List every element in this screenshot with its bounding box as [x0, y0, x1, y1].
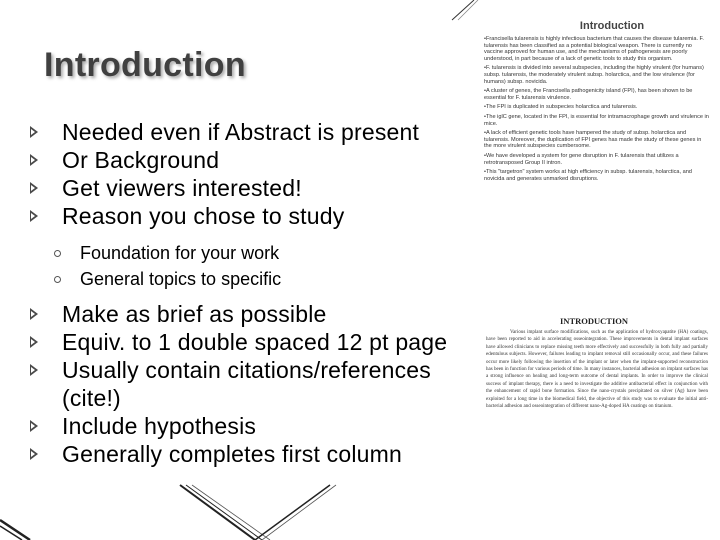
slide-title: Introduction	[44, 46, 246, 84]
sample-poster-paragraph: •A lack of efficient genetic tools have hampered the study of subsp. holarctica and tularensis. Moreover, the duplication of FPI genes has made the study of these genes in the more virulent subspecies cumbersome.	[484, 130, 702, 150]
sample-poster-heading: Introduction	[579, 20, 645, 32]
bullet-item: Get viewers interested!	[30, 174, 470, 202]
sample-poster-paragraph: •A cluster of genes, the Francisella pathogenicity island (FPI), has been shown to be essential for F. tularensis virulence.	[484, 88, 693, 101]
sample-poster-paragraph: •The FPI is duplicated in subspecies holarctica and tularensis.	[484, 104, 638, 111]
sample-poster-paragraph: •The iglC gene, located in the FPI, is essential for intramacrophage growth and virulence in mice.	[484, 113, 709, 127]
bullet-arrow-icon	[30, 420, 38, 432]
bullet-item: Usually contain citations/references (cite!)	[30, 356, 470, 412]
bullet-item: Make as brief as possible	[30, 300, 470, 328]
sample-poster-paragraph: •We have developed a system for gene disruption in F. tularensis that utilizes a retrotransposed Group II intron.	[484, 152, 679, 166]
sub-bullet-item: Foundation for your work	[30, 240, 470, 266]
bullet-arrow-icon	[30, 182, 38, 194]
bullet-arrow-icon	[30, 154, 38, 166]
sample-paper-heading: INTRODUCTION	[560, 316, 629, 326]
bullet-arrow-icon	[30, 308, 38, 320]
bullet-item: Needed even if Abstract is present	[30, 118, 470, 146]
bullet-arrow-icon	[30, 448, 38, 460]
bullet-arrow-icon	[30, 210, 38, 222]
bullet-arrow-icon	[30, 364, 38, 376]
sample-poster-paragraph: •F. tularensis is divided into several subspecies, including the highly virulent (for humans) subsp. tularensis, the moderately virulent subsp. holarctica, and the low virulence (for humans) subsp. novicida.	[484, 65, 704, 85]
bullet-item: Include hypothesis	[30, 412, 470, 440]
bullet-item: Or Background	[30, 146, 470, 174]
bullet-arrow-icon	[30, 336, 38, 348]
sample-poster-paragraph: •Francisella tularensis is highly infectious bacterium that causes the disease tularemia. F. tularensis has been classified as a potential biological weapon. There is currently no vaccine approved for human use, and the mechanisms of pathogenesis are poorly understood, in part because of a lack of genetic tools to study this organism.	[484, 36, 704, 62]
bullet-item: Reason you chose to study	[30, 202, 470, 230]
bullet-item: Generally completes first column	[30, 440, 470, 468]
bullet-arrow-icon	[30, 126, 38, 138]
sub-bullet-ring-icon	[54, 276, 61, 283]
sub-bullet-ring-icon	[54, 250, 61, 257]
bullet-list	[30, 118, 470, 468]
sample-introduction-poster	[484, 20, 710, 258]
sample-paper-paragraph: Various implant surface modifications, such as the application of hydroxyapatite (HA) coatings, have been reported to aid in accelerating osseointegration. These improvements in dental implant surfaces have allowed clinicians to replace missing teeth more effectively and successfully in both fully and partially edentulous subjects. However, failures leading to implant removal still occasionally occur, and these failures occur more likely following the insertion of the implant or later when the implant-supported reconstruction has been in function for various periods of time. In many instances, bacterial adhesion on implant surfaces has a strong influence on healing and long-term outcome of dental implants. In order to improve the clinical success of implant therapy, there is a need to investigate the additive antibacterial effect in conjunction with the enhancement of rapid bone formation. Since the nano-crystals precipitated on silver (Ag) have been exploited for a long time in the biomedical field, the objective of this study was to evaluate the initial anti-bacterial adhesion and osseointegration of different nano-Ag-doped HA coatings on titanium.	[486, 330, 708, 410]
sample-poster-paragraph: •This "targetron" system works at high efficiency in subsp. tularensis, holarctica, and novicida and generates unmarked disruptions.	[484, 169, 692, 182]
bullet-item: Equiv. to 1 double spaced 12 pt page	[30, 328, 470, 356]
sample-introduction-paper	[486, 316, 708, 494]
sub-bullet-item: General topics to specific	[30, 266, 470, 292]
